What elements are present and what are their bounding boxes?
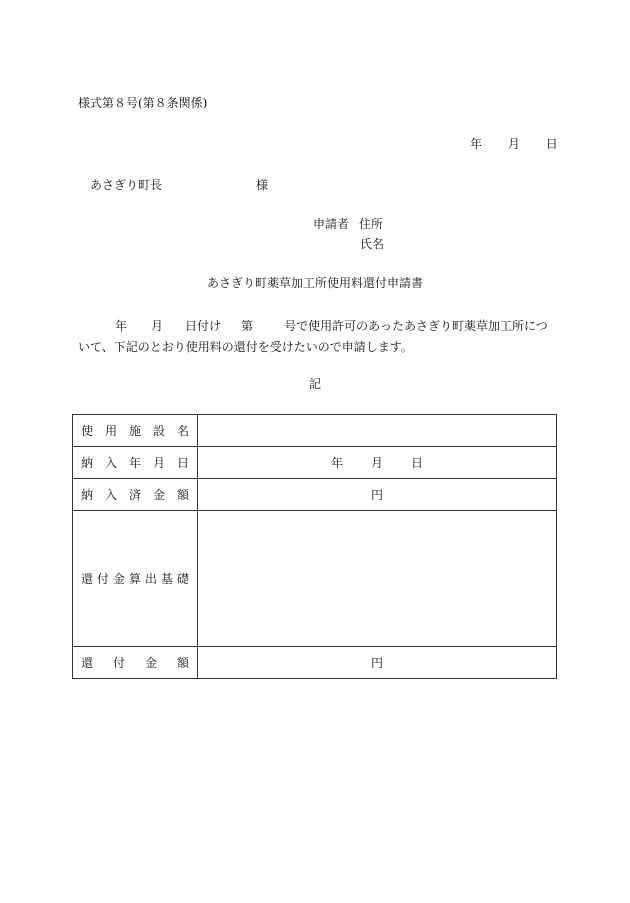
label-char: 日 bbox=[176, 456, 189, 470]
payment-year: 年 bbox=[330, 456, 343, 470]
form-number: 様式第８号(第８条関係) bbox=[78, 96, 208, 110]
facility-name-field[interactable] bbox=[198, 415, 557, 447]
label-char: 使 bbox=[81, 424, 94, 438]
label-char: 還 bbox=[81, 656, 94, 670]
ki-heading: 記 bbox=[308, 377, 321, 391]
payment-month: 月 bbox=[370, 456, 383, 470]
applicant-label: 申請者 bbox=[313, 217, 350, 231]
paid-amount-field[interactable]: 円 bbox=[198, 479, 557, 511]
date-day-label: 日 bbox=[545, 137, 558, 151]
details-table bbox=[72, 414, 557, 679]
table-row bbox=[73, 447, 557, 479]
refund-amount-field[interactable]: 円 bbox=[198, 647, 557, 679]
label-char: 設 bbox=[152, 424, 165, 438]
label-char: 用 bbox=[104, 424, 117, 438]
label-char: 金 bbox=[144, 656, 157, 670]
label-char: 出 bbox=[144, 572, 157, 586]
name-label: 氏名 bbox=[360, 237, 385, 251]
label-char: 金 bbox=[152, 488, 165, 502]
body-date-suffix: 日付け bbox=[185, 319, 222, 333]
addressee-honorific: 様 bbox=[256, 178, 269, 192]
label-char: 還 bbox=[81, 572, 94, 586]
label-char: 納 bbox=[81, 456, 94, 470]
label-char: 納 bbox=[81, 488, 94, 502]
addressee bbox=[90, 179, 268, 191]
addressee-name: あさぎり町長 bbox=[90, 178, 163, 192]
payment-day: 日 bbox=[411, 456, 424, 470]
label-char: 付 bbox=[112, 656, 125, 670]
body-line-1 bbox=[115, 320, 548, 332]
table-row bbox=[73, 479, 557, 511]
payment-date-field[interactable] bbox=[198, 447, 557, 479]
body-line-2: いて、下記のとおり使用料の還付を受けたいので申請します。 bbox=[78, 340, 413, 354]
label-char: 月 bbox=[152, 456, 165, 470]
label-char: 入 bbox=[104, 488, 117, 502]
body-number-prefix: 第 bbox=[241, 319, 254, 333]
label-char: 基 bbox=[160, 572, 173, 586]
label-char: 付 bbox=[96, 572, 109, 586]
label-char: 済 bbox=[128, 488, 141, 502]
refund-basis-field[interactable] bbox=[198, 511, 557, 647]
label-char: 額 bbox=[176, 488, 189, 502]
payment-date-label bbox=[73, 447, 198, 479]
refund-basis-label bbox=[73, 511, 198, 647]
body-month: 月 bbox=[151, 319, 164, 333]
date-month-label: 月 bbox=[507, 137, 520, 151]
body-year: 年 bbox=[115, 319, 128, 333]
label-char: 年 bbox=[128, 456, 141, 470]
label-char: 礎 bbox=[176, 572, 189, 586]
document-title: あさぎり町薬草加工所使用料還付申請書 bbox=[206, 276, 423, 290]
facility-name-label bbox=[73, 415, 198, 447]
label-char: 算 bbox=[128, 572, 141, 586]
label-char: 施 bbox=[128, 424, 141, 438]
label-char: 名 bbox=[176, 424, 189, 438]
label-char: 入 bbox=[104, 456, 117, 470]
table-row bbox=[73, 647, 557, 679]
label-char: 金 bbox=[112, 572, 125, 586]
submission-date bbox=[470, 138, 558, 150]
address-label: 住所 bbox=[359, 217, 384, 231]
applicant-address-line bbox=[313, 218, 383, 230]
applicant-name-line bbox=[360, 238, 384, 250]
table-row bbox=[73, 415, 557, 447]
body-line1-rest: 号で使用許可のあったあさぎり町薬草加工所につ bbox=[284, 319, 548, 333]
refund-amount-label bbox=[73, 647, 198, 679]
date-year-label: 年 bbox=[470, 137, 483, 151]
label-char: 額 bbox=[176, 656, 189, 670]
table-row bbox=[73, 511, 557, 647]
paid-amount-label bbox=[73, 479, 198, 511]
